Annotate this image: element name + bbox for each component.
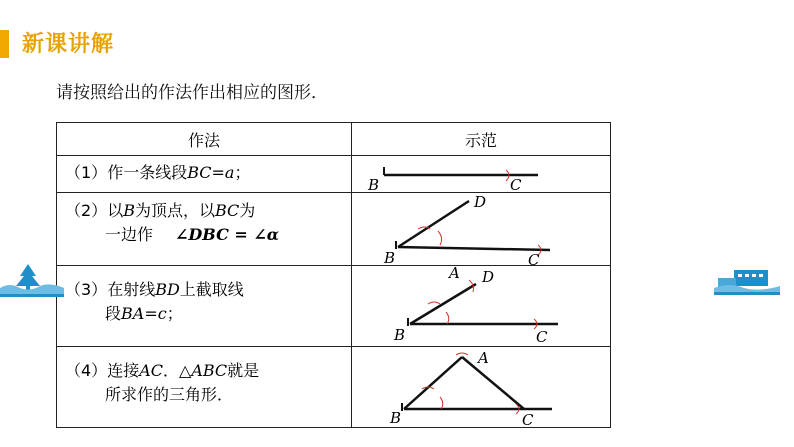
step-3-var-bd: BD xyxy=(155,280,180,299)
fig4-label-a: A xyxy=(478,349,489,367)
fig1-label-c: C xyxy=(510,176,522,192)
step-4-num: （4） xyxy=(65,361,108,380)
step-2-num: （2） xyxy=(65,201,108,220)
header-method: 作法 xyxy=(57,123,352,156)
step-2-var-b: B xyxy=(123,201,135,220)
step-3-text xyxy=(57,266,352,347)
figure-angle-dbc xyxy=(352,193,610,265)
step-3-var-ba: BA=c xyxy=(121,304,167,323)
fig1-label-b: B xyxy=(368,176,380,192)
fig2-label-b: B xyxy=(384,249,396,265)
step-2-figure xyxy=(352,193,611,266)
step-3-line2: 段 xyxy=(105,304,122,323)
step-4-var-abc: ABC xyxy=(191,361,228,380)
step-3-num: （3） xyxy=(65,280,108,299)
fig3-label-a: A xyxy=(449,266,460,282)
step-4-mid: ．△ xyxy=(163,361,192,380)
step-2-end: 为 xyxy=(239,201,256,220)
step-2-line2: 一边作 xyxy=(105,225,154,244)
fig2-label-d: D xyxy=(474,193,487,211)
step-4-figure xyxy=(352,347,611,428)
step-2-text xyxy=(57,193,352,266)
building-landscape-icon xyxy=(714,266,780,296)
step-4-var-ac: AC xyxy=(139,361,163,380)
step-4-text xyxy=(57,347,352,428)
fig4-label-b: B xyxy=(390,409,402,427)
fig3-label-b: B xyxy=(394,326,406,344)
step-2-mid: 为顶点，以 xyxy=(134,201,215,220)
step-3-end: ； xyxy=(166,304,183,323)
step-4-end: 就是 xyxy=(227,361,260,380)
step-4-line2: 所求作的三角形． xyxy=(105,385,234,404)
step-1-end: ； xyxy=(234,163,251,182)
tree-landscape-icon xyxy=(0,262,64,298)
header-accent-bar xyxy=(0,30,9,58)
step-3-a: 在射线 xyxy=(107,280,156,299)
fig2-label-c: C xyxy=(528,251,540,265)
step-2-a: 以 xyxy=(107,201,124,220)
construction-table xyxy=(56,122,611,428)
page-title: 新课讲解 xyxy=(22,32,115,57)
fig3-label-d: D xyxy=(482,268,495,286)
header-demo: 示范 xyxy=(352,123,611,156)
instruction-text: 请按照给出的作法作出相应的图形． xyxy=(56,83,328,103)
step-1-num: （1） xyxy=(65,163,108,182)
figure-triangle-abc xyxy=(352,347,610,427)
step-1-figure xyxy=(352,156,611,193)
step-2-formula: ∠DBC = ∠α xyxy=(175,225,280,244)
step-2-var-bc: BC xyxy=(214,201,240,220)
figure-segment-bc xyxy=(352,156,610,192)
fig3-label-c: C xyxy=(536,328,548,346)
step-4-a: 连接 xyxy=(107,361,140,380)
step-3-figure xyxy=(352,266,611,347)
step-1-var: BC=a xyxy=(187,163,235,182)
step-1-text xyxy=(57,156,352,193)
figure-segment-ba xyxy=(352,266,610,346)
step-3-mid: 上截取线 xyxy=(179,280,244,299)
fig4-label-c: C xyxy=(522,411,534,427)
step-1-label: 作一条线段 xyxy=(107,163,188,182)
